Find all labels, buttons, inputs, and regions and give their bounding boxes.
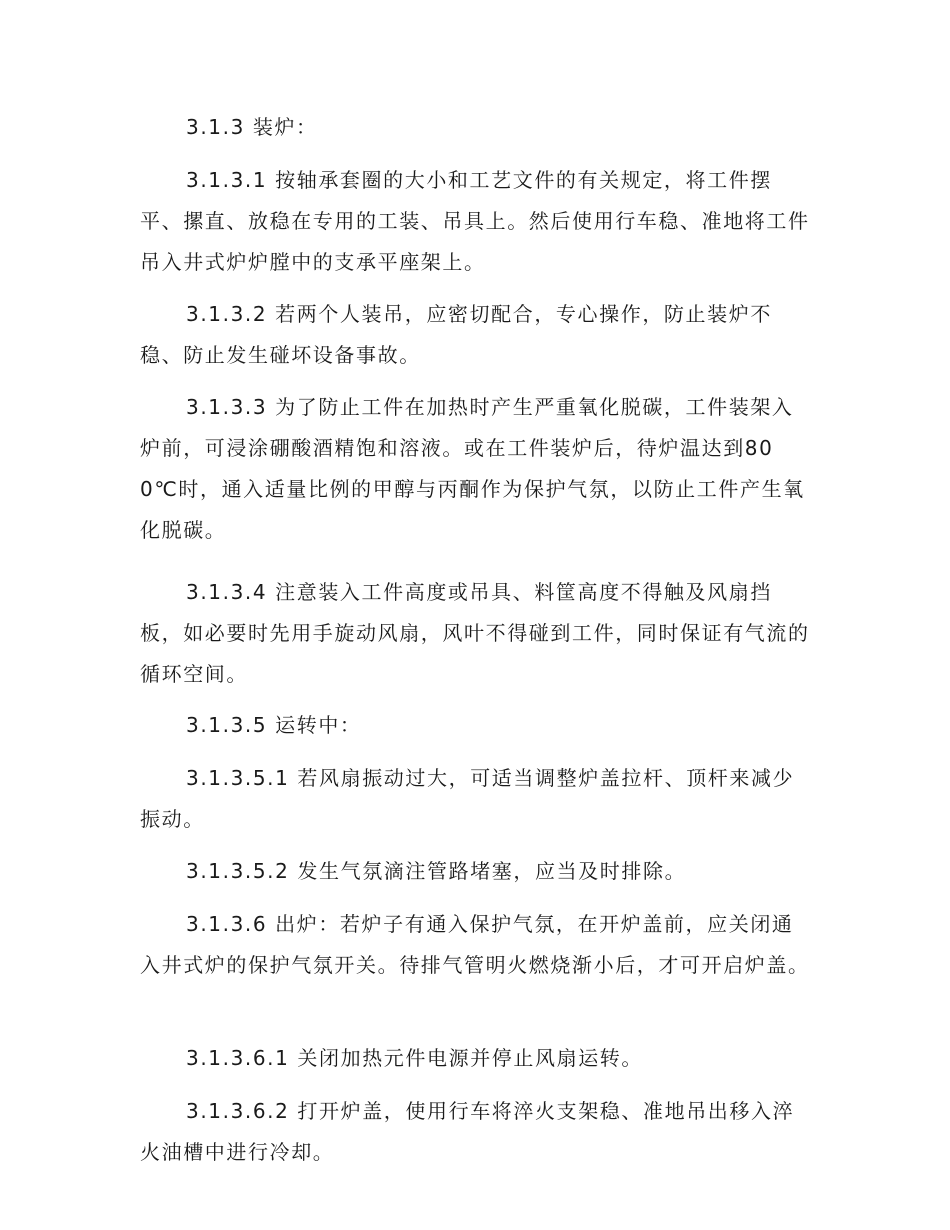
paragraph-3-1-3-2: 3.1.3.2 若两个人装吊，应密切配合，专心操作，防止装炉不稳、防止发生碰坏设备事故。 — [140, 302, 772, 367]
paragraph-3-1-3-6: 3.1.3.6 出炉：若炉子有通入保护气氛，在开炉盖前，应关闭通入井式炉的保护气氛开关。待排气管明火燃烧渐小后，才可开启炉盖。 — [140, 912, 810, 977]
paragraph-3-1-3-6-2: 3.1.3.6.2 打开炉盖，使用行车将淬火支架稳、准地吊出移入淬火油槽中进行冷却。 — [140, 1099, 795, 1164]
paragraph-3-1-3-3: 3.1.3.3 为了防止工件在加热时产生严重氧化脱碳，工件装架入炉前，可浸涂硼酸酒精饱和溶液。或在工件装炉后，待炉温达到800℃时，通入适量比例的甲醇与丙酮作为保护气氛，以防止工件产生氧化脱碳。 — [140, 395, 805, 542]
section-heading-3-1-3-5: 3.1.3.5 运转中： — [186, 713, 362, 737]
paragraph-3-1-3-6-1: 3.1.3.6.1 关闭加热元件电源并停止风扇运转。 — [186, 1046, 644, 1070]
paragraph-3-1-3-5-1: 3.1.3.5.1 若风扇振动过大，可适当调整炉盖拉杆、顶杆来减少振动。 — [140, 766, 795, 831]
section-heading-3-1-3: 3.1.3 装炉： — [186, 115, 318, 139]
paragraph-3-1-3-1: 3.1.3.1 按轴承套圈的大小和工艺文件的有关规定，将工件摆平、摞直、放稳在专用的工装、吊具上。然后使用行车稳、准地将工件吊入井式炉炉膛中的支承平座架上。 — [140, 168, 810, 274]
paragraph-3-1-3-4: 3.1.3.4 注意装入工件高度或吊具、料筐高度不得触及风扇挡板，如必要时先用手旋动风扇，风叶不得碰到工件，同时保证有气流的循环空间。 — [140, 580, 810, 686]
paragraph-3-1-3-5-2: 3.1.3.5.2 发生气氛滴注管路堵塞，应当及时排除。 — [186, 859, 687, 883]
